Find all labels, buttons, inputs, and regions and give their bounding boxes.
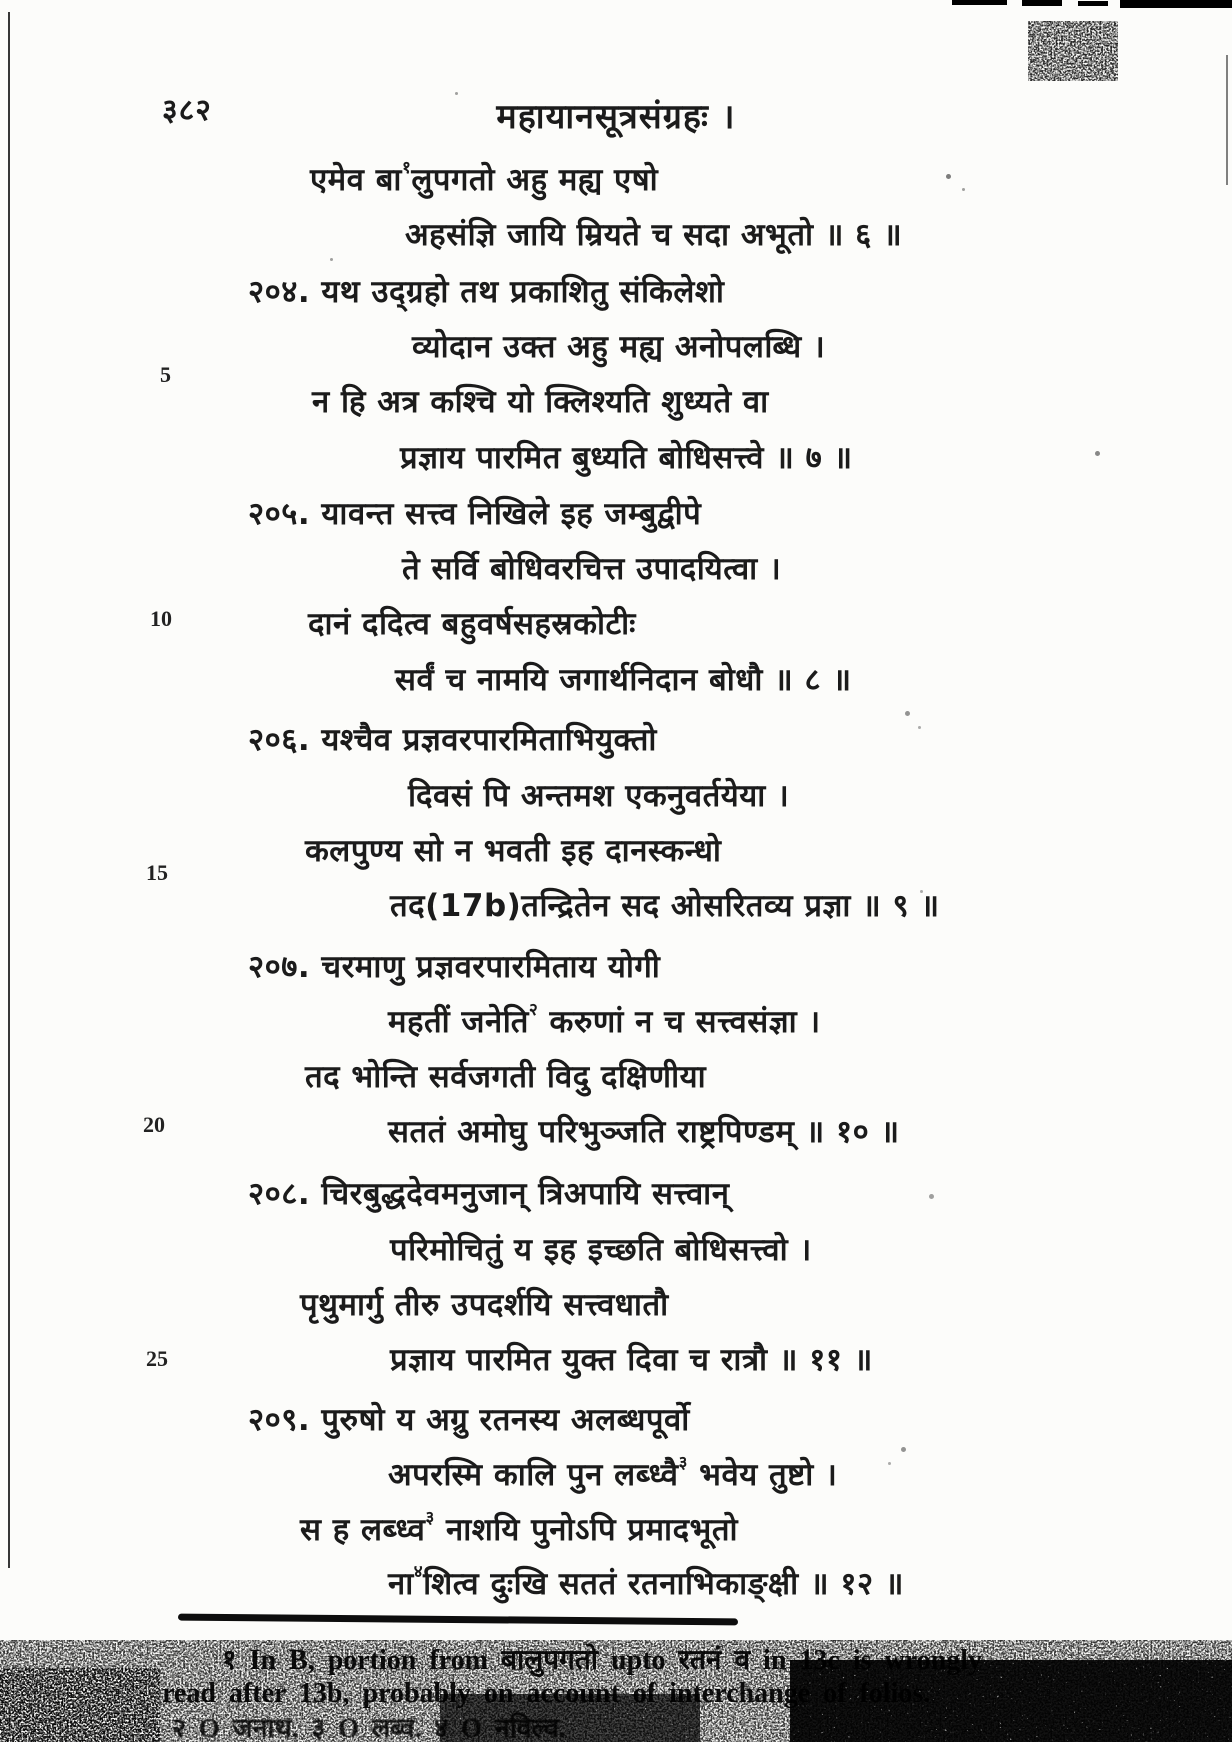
verse-line (388, 1453, 837, 1495)
verse-line: न हि अत्र कश्चि यो क्लिश्यति शुध्यते वा (312, 384, 769, 420)
verse-line: तद(17b)तन्द्रितेन सद ओसरितव्य प्रज्ञा ॥ ९ ॥ (390, 888, 940, 924)
verse-line: २०८. चिरबुद्धदेवमनुजान् त्रिअपायि सत्त्वान् (248, 1176, 730, 1212)
verse-line-segment: भवेय तुष्टो । (687, 1457, 838, 1493)
verse-line: परिमोचितुं य इह इच्छति बोधिसत्त्वो । (390, 1232, 812, 1268)
verse-line-segment: शित्व दुःखि सततं रतनाभिकाङ्क्षी ॥ १२ ॥ (423, 1566, 904, 1602)
scan-noise-bottom (0, 1622, 1232, 1742)
verse-line: २०९. पुरुषो य अग्रु रतनस्य अलब्धपूर्वो (248, 1402, 690, 1438)
verse-line: सर्वं च नामयि जगार्थनिदान बोधौ ॥ ८ ॥ (395, 662, 852, 698)
verse-line (300, 1508, 738, 1550)
verse-line: पृथुमार्गु तीरु उपदर्शयि सत्त्वधातौ (300, 1287, 669, 1323)
verse-line (388, 1000, 821, 1042)
footnote-marker: ३ (425, 1507, 435, 1528)
margin-line-number: 10 (150, 606, 172, 631)
verse-line-segment: लुपगतो अहु मह्य एषो (411, 162, 659, 198)
verse-line-segment: करुणां न च सत्त्वसंज्ञा । (538, 1004, 821, 1040)
verse-line: प्रज्ञाय पारमित युक्त दिवा च रात्रौ ॥ ११ ॥ (390, 1342, 873, 1378)
scan-top-dash (1078, 1, 1108, 6)
verse-line: अहसंज्ञि जायि म्रियते च सदा अभूतो ॥ ६ ॥ (405, 217, 903, 253)
scan-specks (0, 0, 3, 3)
scan-top-dash (1120, 0, 1232, 8)
verse-line: २०६. यश्चैव प्रज्ञवरपारमिताभियुक्तो (248, 722, 657, 758)
verse-line: ते सर्वि बोधिवरचित्त उपादयित्वा । (402, 551, 782, 587)
footnote-marker: २ (528, 999, 539, 1020)
verse-line: व्योदान उक्त अहु मह्य अनोपलब्धि । (412, 329, 826, 365)
margin-line-number: 15 (146, 860, 168, 885)
verse-line-segment: महतीं जनेति (388, 1004, 529, 1040)
verse-line: २०४. यथ उद्ग्रहो तथ प्रकाशितु संकिलेशो (248, 274, 725, 310)
verse-line: सततं अमोघु परिभुञ्जति राष्ट्रपिण्डम् ॥ १० ॥ (388, 1114, 900, 1150)
verse-line-segment: ना (388, 1566, 414, 1602)
running-header: महायानसूत्रसंग्रहः । (496, 97, 736, 137)
verse-line (310, 158, 658, 200)
verse-line: २०७. चरमाणु प्रज्ञवरपारमिताय योगी (248, 949, 661, 985)
margin-line-number: 5 (160, 362, 171, 387)
left-margin-scan-line (8, 12, 10, 1568)
verse-line-segment: स ह लब्ध्व (300, 1512, 426, 1548)
page-number: ३८२ (162, 93, 212, 128)
verse-line: दिवसं पि अन्तमश एकनुवर्तयेया । (408, 778, 790, 814)
verse-line-segment: एमेव बा (310, 162, 402, 198)
footnote-marker: १ (401, 157, 412, 178)
verse-line (388, 1562, 904, 1604)
margin-line-number: 20 (143, 1112, 165, 1137)
margin-line-number: 25 (146, 1346, 168, 1371)
scan-smudge-top-right (1018, 16, 1128, 91)
footnote-marker: ३ (678, 1452, 688, 1473)
scan-top-dash (952, 0, 1007, 5)
verse-line: तद भोन्ति सर्वजगती विदु दक्षिणीया (305, 1059, 707, 1095)
verse-line-segment: अपरस्मि कालि पुन लब्ध्वै (388, 1457, 679, 1493)
scan-top-dash (1022, 0, 1062, 6)
footnote-marker: ४ (413, 1561, 424, 1582)
verse-line: कलपुण्य सो न भवती इह दानस्कन्धो (305, 833, 722, 869)
verse-line: दानं ददित्व बहुवर्षसहस्रकोटीः (308, 606, 636, 642)
verse-line: २०५. यावन्त सत्त्व निखिले इह जम्बुद्वीपे (248, 496, 702, 532)
verse-line-segment: नाशयि पुनोऽपि प्रमादभूतो (434, 1512, 739, 1548)
verse-line: प्रज्ञाय पारमित बुध्यति बोधिसत्त्वे ॥ ७ ॥ (400, 440, 853, 476)
